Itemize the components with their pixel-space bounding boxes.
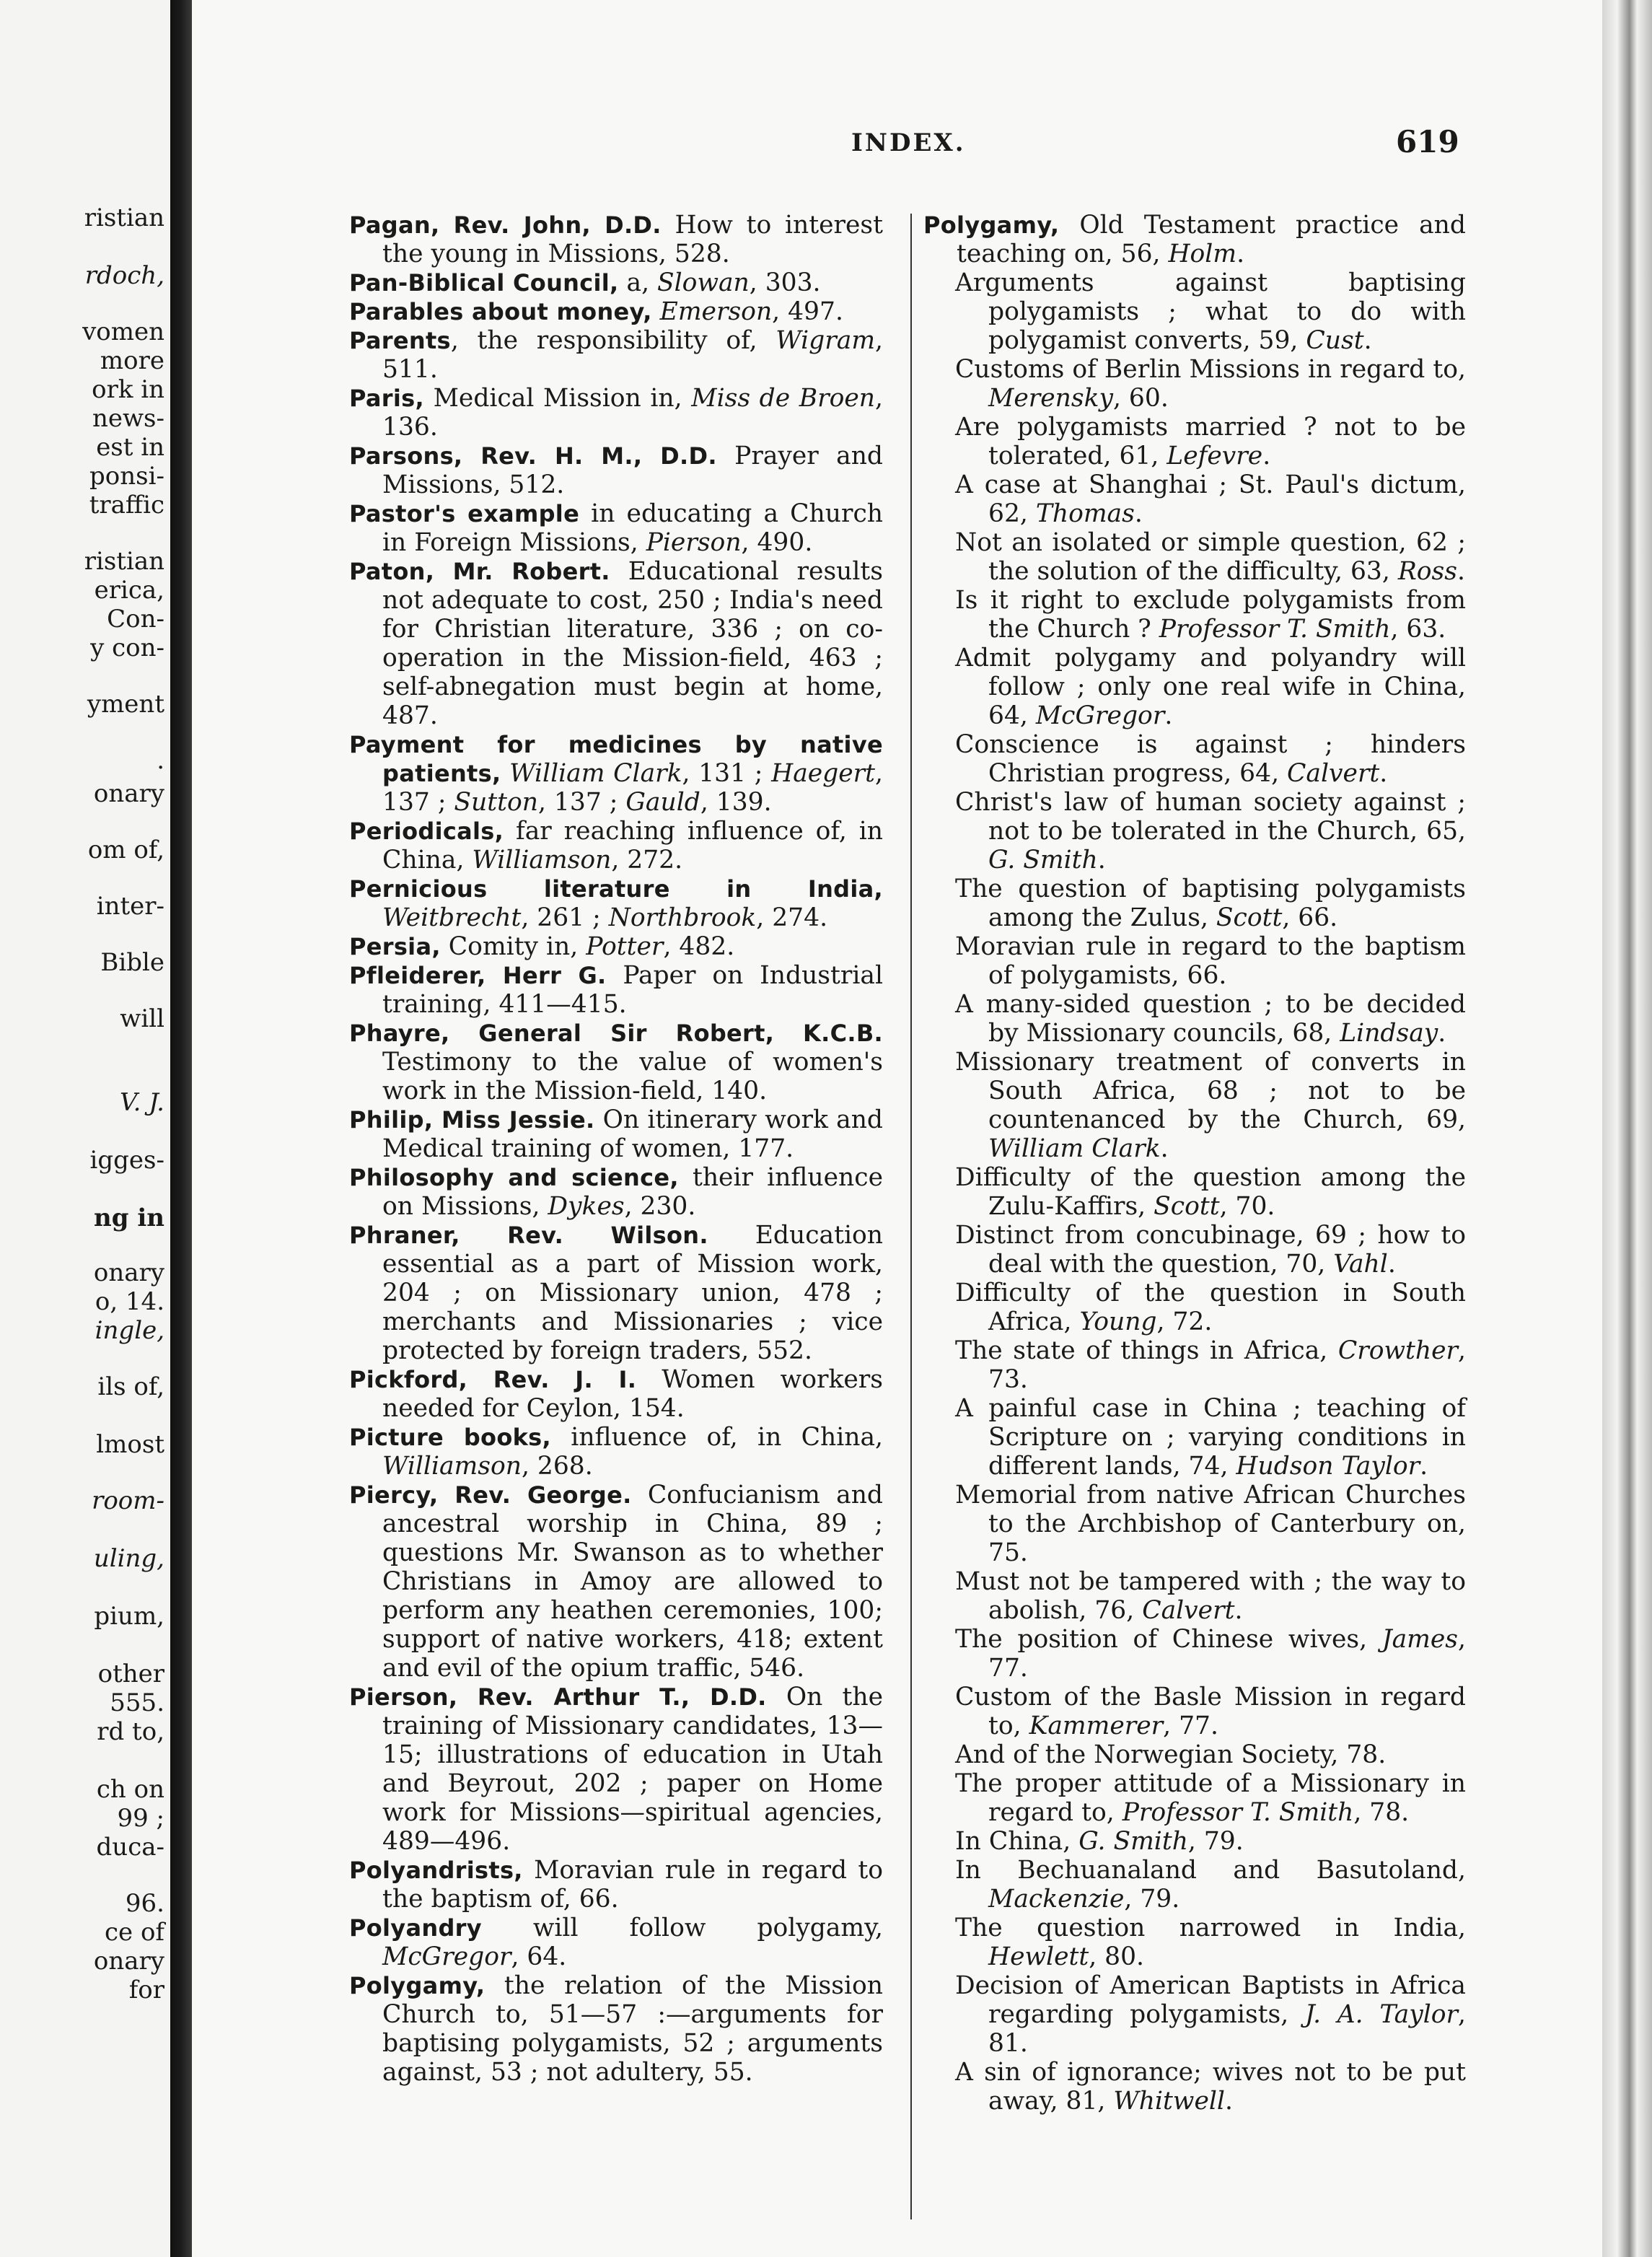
entry-text: , 70. [1219,1192,1275,1221]
entry-text: Christ's law of human society against ; not to be tolerated in the Church, 65, [955,788,1466,846]
index-entry [349,1481,883,1683]
facing-page-fragment [0,0,170,2257]
entry-text: Medical Mission in, [423,384,692,413]
facing-page-text: ork in [92,375,164,404]
entry-text: , 64. [511,1942,567,1971]
entry-heading: Parables about money, [349,298,652,325]
index-subentry [923,644,1466,730]
index-entry [349,1856,883,1914]
index-entry [923,211,1466,268]
entry-text: , 73. [988,1336,1466,1394]
entry-heading: Parsons, Rev. H. M., D.D. [349,442,717,470]
facing-page-text: y con- [90,634,164,662]
index-entry [349,326,883,384]
entry-author: Williamson [472,846,612,875]
entry-author: Thomas [1035,499,1135,528]
entry-author: Young [1079,1307,1157,1336]
entry-author: McGregor [1035,701,1165,730]
entry-text: . [1262,442,1271,470]
facing-page-text: onary [93,1947,164,1976]
index-entry [349,932,883,961]
entry-heading: Pastor's example [349,500,580,527]
entry-text: . [1224,2087,1233,2116]
entry-heading: Pagan, Rev. John, D.D. [349,211,662,239]
entry-text: . [1420,1452,1428,1481]
facing-page-text: other [97,1660,164,1688]
index-entry [349,1971,883,2087]
entry-author: Williamson [382,1452,522,1481]
index-subentry [923,1769,1466,1827]
facing-page-text: Con- [107,605,164,634]
index-subentry [923,1481,1466,1567]
entry-author: William Clark [988,1134,1161,1163]
entry-heading: Picture books, [349,1424,551,1451]
entry-heading: Polyandry [349,1914,482,1942]
entry-text: , 80. [1089,1942,1145,1971]
entry-text: , 490. [741,528,813,557]
index-subentry [923,875,1466,932]
index-entry [349,557,883,730]
facing-page-text: 96. [125,1889,164,1918]
index-subentry [923,355,1466,413]
entry-text: . [1164,701,1173,730]
entry-text: , 274. [756,903,828,932]
index-entry [349,1019,883,1105]
entry-author: Potter [586,932,664,961]
entry-text: far reaching influence of, in China, [382,817,883,875]
index-entry [349,1105,883,1163]
facing-page-text: yment [87,690,164,719]
entry-author: Hudson Taylor [1236,1452,1420,1481]
entry-text: , 79. [1187,1827,1244,1856]
entry-text: Educational results not adequate to cost, 250 ; India's need for Christian literature, 336 ; on co-operation in the Mission-field, 463 ; self-abnegation must begin at home, 487. [382,557,883,730]
index-subentry [923,1740,1466,1769]
entry-text [501,759,509,788]
column-rule [910,214,912,2219]
entry-author: Emerson [659,297,773,326]
facing-page-text: rdoch, [84,261,164,290]
entry-author: Hewlett [988,1942,1089,1971]
entry-author: Kammerer [1029,1712,1164,1740]
entry-text: , 72. [1156,1307,1213,1336]
facing-page-text: ponsi- [89,462,164,491]
entry-author: Professor T. Smith [1159,615,1391,644]
facing-page-text: onary [93,779,164,808]
entry-text: , 66. [1282,903,1338,932]
facing-page-text: V. J. [119,1088,164,1117]
entry-author: Gauld [625,788,700,817]
entry-text: Education essential as a part of Mission work, 204 ; on Missionary union, 478 ; merchants and Missionaries ; vice protected by foreign traders, 552. [382,1221,883,1365]
entry-text: Old Testament practice and teaching on, 56, [957,211,1466,268]
index-entry [349,1423,883,1481]
index-subentry [923,470,1466,528]
facing-page-text: est in [96,433,164,462]
entry-text [652,297,660,326]
entry-text: On the training of Missionary candidates, 13—15; illustrations of education in Utah and Beyrout, 202 ; paper on Home work for Missions—spiritual agencies, 489—496. [382,1683,883,1856]
index-subentry [923,586,1466,644]
entry-text: , 63. [1390,615,1446,644]
entry-text: . [1457,557,1465,586]
index-entry [349,1163,883,1221]
entry-text: Admit polygamy and polyandry will follow ; only one real wife in China, 64, [955,644,1466,730]
entry-text: . [1379,759,1388,788]
entry-text: Memorial from native African Churches to the Archbishop of Canterbury on, 75. [955,1481,1466,1567]
entry-text: . [1160,1134,1169,1163]
entry-heading: Phayre, General Sir Robert, K.C.B. [349,1020,883,1047]
entry-text: A painful case in China ; teaching of Scripture on ; varying conditions in different lands, 74, [955,1394,1466,1481]
facing-page-text: 555. [110,1688,164,1717]
entry-text: , 60. [1112,384,1169,413]
entry-text: . [1387,1250,1396,1279]
entry-author: McGregor [382,1942,511,1971]
entry-text: Difficulty of the question in South Africa, [955,1279,1466,1336]
index-subentry [923,990,1466,1048]
facing-page-text: igges- [89,1146,164,1175]
entry-text: Confucianism and ancestral worship in China, 89 ; questions Mr. Swanson as to whether Christians in Amoy are allowed to perform any heathen ceremonies, 100; support of native workers, 418; extent and evil of the opium traffic, 546. [382,1481,883,1683]
facing-page-text: ng in [94,1204,164,1232]
facing-page-text: news- [92,404,164,433]
entry-author: Calvert [1142,1596,1235,1625]
entry-text: , 131 ; [682,759,772,788]
page-number: 619 [1396,124,1459,159]
facing-page-text: om of, [87,836,164,864]
entry-text: , 77. [988,1625,1466,1683]
entry-author: Lindsay [1340,1019,1438,1048]
entry-heading: Phraner, Rev. Wilson. [349,1222,708,1249]
index-entry [349,268,883,297]
index-entry [349,730,883,817]
facing-page-text: onary [93,1258,164,1287]
entry-heading: Polygamy, [923,211,1060,239]
index-subentry [923,528,1466,586]
index-subentry [923,1971,1466,2058]
entry-text: , 303. [749,268,821,297]
entry-heading: Philip, Miss Jessie. [349,1106,595,1134]
facing-page-text: ch on [96,1775,164,1804]
facing-page-text: ristian [84,203,164,232]
entry-heading: Pernicious literature in India, [349,875,883,903]
index-subentry [923,788,1466,875]
entry-text: Moravian rule in regard to the baptism of polygamists, 66. [955,932,1466,990]
entry-text: The proper attitude of a Missionary in regard to, [955,1769,1466,1827]
entry-text: Paper on Industrial training, 411—415. [382,961,884,1019]
entry-text: , 482. [663,932,735,961]
entry-heading: Piercy, Rev. George. [349,1481,632,1509]
facing-page-text: rd to, [97,1717,164,1746]
entry-text: , 77. [1163,1712,1218,1740]
entry-text: . [1097,846,1106,875]
entry-text: . [1234,1596,1243,1625]
entry-author: Miss de Broen [691,384,876,413]
entry-heading: Pickford, Rev. J. I. [349,1366,637,1393]
facing-page-text: Bible [100,948,164,977]
entry-text: The question of baptising polygamists among the Zulus, [955,875,1466,932]
entry-text: Comity in, [440,932,586,961]
entry-text: their influence on Missions, [382,1163,883,1221]
index-entry [349,384,883,442]
entry-author: Cust [1306,326,1364,355]
index-subentry [923,1856,1466,1914]
entry-text: On itinerary work and Medical training of women, 177. [382,1105,884,1163]
facing-page-text: ce of [104,1918,164,1947]
entry-text: , 78. [1353,1798,1410,1827]
entry-author: James [1381,1625,1459,1654]
entry-text: , 137 ; [538,788,626,817]
index-entry [349,875,883,932]
entry-text: A many-sided question ; to be decided by Missionary councils, 68, [955,990,1466,1048]
entry-author: G. Smith [988,846,1098,875]
entry-author: Professor T. Smith [1122,1798,1354,1827]
facing-page-text: 99 ; [117,1804,164,1833]
entry-heading: Pfleiderer, Herr G. [349,962,607,989]
entry-author: Wigram [776,326,876,355]
entry-author: Lefevre [1166,442,1263,470]
entry-text: . [1363,326,1372,355]
book-gutter [170,0,192,2257]
entry-heading: Persia, [349,933,441,960]
index-subentry [923,2058,1466,2116]
entry-text: , 511. [382,326,883,384]
index-subentry [923,1625,1466,1683]
entry-author: Northbrook [608,903,757,932]
entry-text: , 261 ; [521,903,609,932]
entry-author: William Clark [509,759,682,788]
entry-text: Custom of the Basle Mission in regard to, [955,1683,1466,1740]
page-edge [1602,0,1652,2257]
entry-text: , 272. [611,846,683,875]
index-subentry [923,1827,1466,1856]
entry-text: Decision of American Baptists in Africa regarding polygamists, [955,1971,1466,2029]
facing-page-text: duca- [96,1833,164,1862]
entry-text: , the responsibility of, [450,326,776,355]
entry-text: Women workers needed for Ceylon, 154. [382,1365,883,1423]
index-column-left [349,211,883,2087]
index-entry [349,297,883,326]
entry-author: Merensky [988,384,1113,413]
entry-text: , 79. [1124,1885,1180,1914]
entry-heading: Polygamy, [349,1972,486,1999]
index-entry [349,1683,883,1856]
entry-text: A case at Shanghai ; St. Paul's dictum, 62, [955,470,1466,528]
entry-author: Mackenzie [988,1885,1125,1914]
entry-text: Arguments against baptising polygamists ; what to do with polygamist converts, 59, [955,268,1466,355]
entry-author: Pierson [646,528,742,557]
entry-text: Are polygamists married ? not to be tolerated, 61, [955,413,1466,470]
entry-text: Missionary treatment of converts in South Africa, 68 ; not to be countenanced by the Church, 69, [955,1048,1466,1134]
entry-text: Not an isolated or simple question, 62 ; the solution of the difficulty, 63, [955,528,1466,586]
entry-text: . [1134,499,1143,528]
facing-page-text: uling, [93,1544,164,1573]
entry-text: And of the Norwegian Society, 78. [955,1740,1387,1769]
entry-heading: Paton, Mr. Robert. [349,558,610,585]
index-entry [349,1914,883,1971]
entry-author: Weitbrecht [382,903,522,932]
entry-text: . [1438,1019,1446,1048]
entry-text: the relation of the Mission Church to, 51—57 :—arguments for baptising polygamists, 52 ; arguments against, 53 ; not adultery, 55. [382,1971,883,2087]
entry-text: Conscience is against ; hinders Christian progress, 64, [955,730,1466,788]
entry-text: In Bechuanaland and Basutoland, [955,1856,1466,1885]
entry-heading: Pan-Biblical Council, [349,269,619,297]
entry-text: The position of Chinese wives, [955,1625,1382,1654]
entry-text: Distinct from concubinage, 69 ; how to deal with the question, 70, [955,1221,1466,1279]
index-subentry [923,1567,1466,1625]
index-entry [349,211,883,268]
index-subentry [923,1394,1466,1481]
entry-text: In China, [955,1827,1079,1856]
entry-text: Prayer and Missions, 512. [382,442,884,499]
index-entry [349,1221,883,1365]
facing-page-text: ils of, [97,1372,164,1401]
facing-page-text: ristian [84,547,164,576]
entry-author: Scott [1154,1192,1220,1221]
entry-author: Scott [1216,903,1283,932]
entry-author: Crowther [1337,1336,1459,1365]
index-column-right [923,211,1466,2116]
entry-author: Ross [1397,557,1457,586]
facing-page-text: vomen [82,317,164,346]
facing-page-text: room- [92,1486,164,1515]
entry-text: , 136. [382,384,883,442]
entry-text: will follow polygamy, [481,1914,883,1942]
index-subentry [923,1048,1466,1163]
entry-author: J. A. Taylor [1304,2000,1459,2029]
entry-text: Is it right to exclude polygamists from the Church ? [955,586,1466,644]
entry-text: , 81. [988,2000,1466,2058]
entry-text: a, [618,268,657,297]
entry-text: Difficulty of the question among the Zulu-Kaffirs, [955,1163,1466,1221]
facing-page-text: inter- [96,892,164,921]
entry-author: Sutton [454,788,538,817]
entry-text: The question narrowed in India, [955,1914,1466,1942]
index-subentry [923,1279,1466,1336]
entry-heading: Periodicals, [349,818,504,845]
entry-text: Testimony to the value of women's work in the Mission-field, 140. [382,1048,883,1105]
entry-text: , 139. [700,788,772,817]
index-entry [349,1365,883,1423]
entry-author: Haegert [771,759,876,788]
entry-author: Vahl [1333,1250,1388,1279]
index-entry [349,961,883,1019]
entry-text: , 268. [521,1452,593,1481]
entry-heading: Philosophy and science, [349,1164,679,1191]
facing-page-text: pium, [94,1602,164,1631]
entry-text: Customs of Berlin Missions in regard to, [955,355,1466,384]
index-subentry [923,1336,1466,1394]
entry-text: . [1236,240,1245,268]
entry-heading: Pierson, Rev. Arthur T., D.D. [349,1683,767,1711]
index-subentry [923,1163,1466,1221]
index-subentry [923,1221,1466,1279]
entry-heading: Payment for medicines by native patients, [349,731,883,787]
entry-author: Dykes [548,1192,625,1221]
index-subentry [923,730,1466,788]
entry-text: How to interest the young in Missions, 528. [382,211,883,268]
entry-author: Slowan [657,268,750,297]
entry-author: Holm [1168,240,1237,268]
entry-text: influence of, in China, [551,1423,883,1452]
entry-text: The state of things in Africa, [955,1336,1338,1365]
facing-page-text: erica, [94,576,164,605]
entry-text: in educating a Church in Foreign Missions, [382,499,883,557]
facing-page-text: lmost [96,1430,164,1459]
entry-author: G. Smith [1078,1827,1188,1856]
index-entry [349,817,883,875]
facing-page-text: more [100,346,164,375]
running-header-title: INDEX. [851,128,966,157]
facing-page-text: will [120,1004,164,1033]
entry-text: A sin of ignorance; wives not to be put away, 81, [955,2058,1466,2116]
entry-heading: Paris, [349,385,424,412]
index-entry [349,442,883,499]
index-entry [349,499,883,557]
entry-heading: Parents [349,327,451,354]
entry-text: , 137 ; [382,759,884,817]
index-subentry [923,932,1466,990]
facing-page-text: ingle, [95,1316,164,1345]
entry-heading: Polyandrists, [349,1857,523,1884]
entry-author: Calvert [1287,759,1380,788]
index-subentry [923,1683,1466,1740]
entry-text: , 230. [624,1192,696,1221]
index-subentry [923,413,1466,470]
index-subentry [923,1914,1466,1971]
entry-text: , 497. [772,297,843,326]
facing-page-text: traffic [89,491,164,520]
index-subentry [923,268,1466,355]
facing-page-text: o, 14. [95,1287,164,1316]
entry-text: Must not be tampered with ; the way to abolish, 76, [955,1567,1466,1625]
entry-text: Moravian rule in regard to the baptism of, 66. [382,1856,883,1914]
entry-author: Whitwell [1113,2087,1225,2116]
facing-page-text: for [128,1976,164,2004]
facing-page-text: . [157,746,164,775]
